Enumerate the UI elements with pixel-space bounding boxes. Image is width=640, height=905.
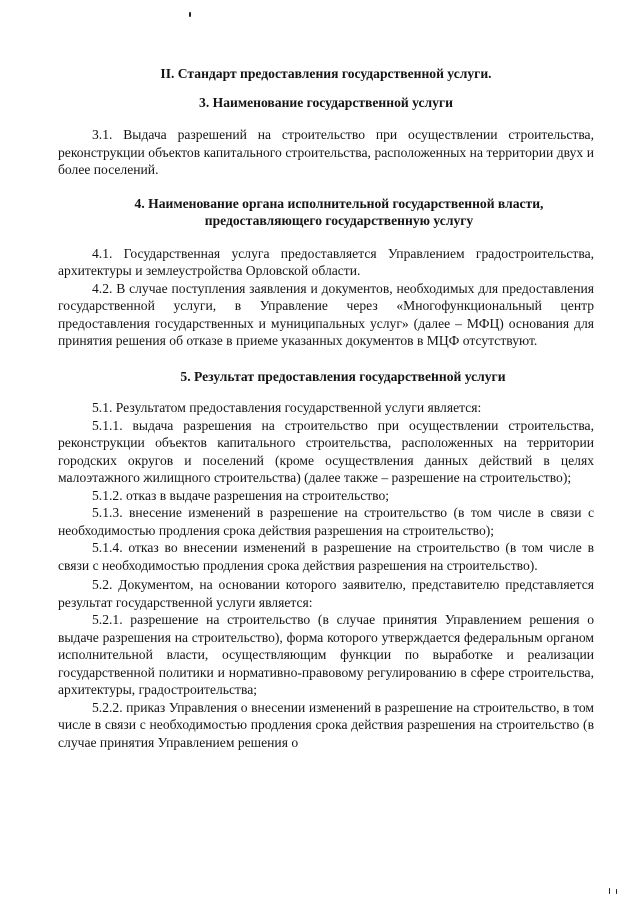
heading-4-line-1: 4. Наименование органа исполнительной государственной власти, <box>134 195 544 211</box>
heading-5: 5. Результат предоставления государственной услуги <box>180 368 506 384</box>
heading-3: 3. Наименование государственной услуги <box>199 94 453 110</box>
heading-4-line-2: предоставляющего государственную услугу <box>204 213 474 228</box>
paragraph-4-2: 4.2. В случае поступления заявления и документов, необходимых для предоставления государственной услуги, в Управление через «Многофункциональный центр предоставления государственных и муниципальных услуг» (далее – МФЦ) основания для принятия решения об отказе в приеме указанных документов в МЦФ отсутствуют. <box>58 280 594 348</box>
scan-speck <box>609 888 610 894</box>
paragraph-5-1: 5.1. Результатом предоставления государственной услуги является: <box>92 400 482 415</box>
paragraph-5-2-1: 5.2.1. разрешение на строительство (в случае принятия Управлением решения о выдаче разрешения на строительство), форма которого утверждается федеральным органом исполнительной власти, осуществляющим функции по выработке и реализации государственной политики и нормативно-правовому регулированию в сфере строительства, архитектуры, градостроительства; <box>58 612 594 697</box>
paragraph-5-1-2: 5.1.2. отказ в выдаче разрешения на строительство; <box>92 487 390 503</box>
document-page <box>58 55 594 751</box>
paragraph-4-1: 4.1. Государственная услуга предоставляется Управлением градостроительства, архитектуры и землеустройства Орловской области. <box>58 245 594 278</box>
paragraph-5-1-4: 5.1.4. отказ во внесении изменений в разрешение на строительство (в том числе в связи с необходимостью продления срока действия разрешения на строительство). <box>58 540 594 573</box>
heading-4 <box>58 195 594 230</box>
paragraph-5-2: 5.2. Документом, на основании которого заявителю, представителю представляется результат государственной услуги является: <box>58 577 594 610</box>
scan-speck <box>616 889 617 894</box>
section-title: II. Стандарт предоставления государственной услуги. <box>160 66 492 81</box>
paragraph-5-1-3: 5.1.3. внесение изменений в разрешение на строительство (в том числе в связи с необходимостью продления срока действия разрешения на строительство); <box>58 505 594 538</box>
paragraph-5-1-1: 5.1.1. выдача разрешения на строительство при осуществлении строительства, реконструкции объектов капитального строительства, расположенных на территории городских округов и поселений (кроме осуществления данных действий в целях малоэтажного жилищного строительства) (далее также – разрешение на строительство); <box>58 417 594 485</box>
scan-speck <box>189 12 191 17</box>
paragraph-5-2-2: 5.2.2. приказ Управления о внесении изменений в разрешение на строительство, в том числе в связи с необходимостью продления срока действия разрешения на строительство (в случае принятия Управлением решения о <box>58 699 594 750</box>
paragraph-3-1: 3.1. Выдача разрешений на строительство при осуществлении строительства, реконструкции объектов капитального строительства, расположенных на территории двух и более поселений. <box>58 127 594 177</box>
